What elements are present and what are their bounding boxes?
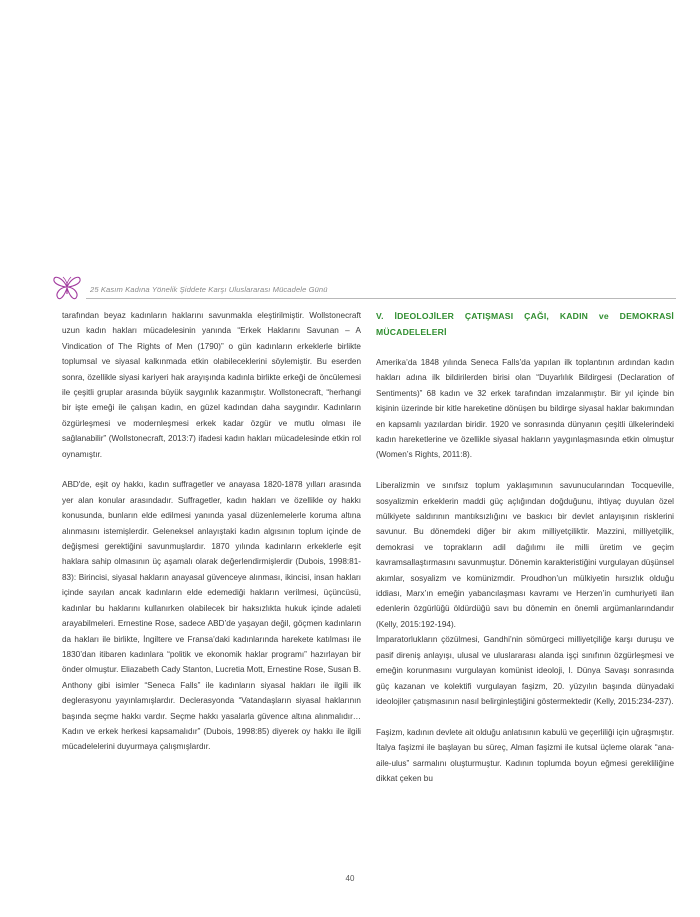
right-column (376, 308, 674, 786)
butterfly-icon (52, 272, 82, 302)
section-heading: V. İDEOLOJİLER ÇATIŞMASI ÇAĞI, KADIN ve DEMOKRASİ MÜCADELELERİ (376, 311, 674, 337)
header-divider (86, 298, 676, 299)
paragraph: Liberalizmin ve sınıfsız toplum yaklaşımının savunucularından Tocqueville, sosyalizmin erkeklerin maddi güç açlığından doğduğunu, ihtiyaç duyulan özel mülkiyete saldırının mantıksızlığını ve baskıcı bir devlet anlayışının risklerini savunur. Bu dönemdeki diğer bir akım milliyetçiliktir. Mazzini, milliyetçilik, demokrasi ve toprakların adil dağılımı ile milli üretim ve geçim kavramsallaştırmasını savunmuştur. Dönemin karakteristiğini vurgulayan düşünsel akımlar, sosyalizm ve komünizmdir. Proudhon’un mülkiyetin hırsızlık olduğu iddiası, Marx’ın emeğin yabancılaşması kavramı ve Herzen’in cumhuriyeti ilan edenlerin özgürlüğü öldürdüğü savı bu dönemin en önemli argümanlarındandır (Kelly, 2015:192-194). (376, 481, 674, 629)
page-number: 40 (345, 874, 355, 883)
paragraph: Amerika’da 1848 yılında Seneca Falls’da yapılan ilk toplantının ardından kadın hakları adına ilk bildirilerden birisi olan “Duyarlılık Bildirgesi (Declaration of Sentiments)” 68 kadın ve 32 erkek tarafından imzalanmıştır. Bir yıl içinde bin kişinin üzerinde bir kitle hareketine dönüşen bu bildirge siyasal haklar bakımından en kapsamlı yazılardan biridir. 1920 ve sonrasında dünyanın çeşitli ülkelerindeki kadın hareketlerine ve özellikle siyasal hakların yaygınlaşmasında etkin olmuştur (Women’s Rights, 2011:8). (376, 358, 674, 460)
paragraph: Faşizm, kadının devlete ait olduğu anlatısının kabulü ve geçerliliği için uğraşmıştır. İtalya faşizmi ile başlayan bu süreç, Alman faşizmi ile kutsal üçleme olarak “ana-aile-ulus” sarmalını oluşturmuştur. Kadının toplumda boyun eğmesi gerekliliğine dikkat çeken bu (376, 727, 674, 783)
header-title: 25 Kasım Kadına Yönelik Şiddete Karşı Uluslararası Mücadele Günü (90, 285, 328, 294)
paragraph: ABD'de, eşit oy hakkı, kadın suffragetler ve anayasa 1820-1878 yılları arasında yer alan konular arasındadır. Suffragetler, kadın hakları ve özellikle oy hakkı konusunda, bunların elde edilmesi yanında yasal düzenlemelerle koruma altına alınmasını istemişlerdir. Geleneksel anlayıştaki kadın algısının toplum içinde de değişmesi gerektiğini savunmuşlardır. 1870 yılında kadınların erkeklerle eşit haklara sahip olmasının üç aşamalı olarak değerlendirmişlerdir (Dubois, 1998:81-83): Birincisi, siyasal hakların anayasal güvenceye alınması, ikincisi, insan hakları içinde sayılan ancak kadınların elde edemediği hakların verilmesi, üçüncüsü, kadınlar bu haklarını kullanırken olabilecek bir haksızlıkta hukuk içinde adaleti arayabilmeleri. Ernestine Rose, sadece ABD’de yaşayan değil, göçmen kadınların da hakları ile birlikte, İngiltere ve Fransa’daki kadınlarında harekete katılması ile 1830’dan itibaren kadınlara “politik ve ekonomik haklar programı” hazırlayan bir önder olmuştur. Eliazabeth Cady Stanton, Lucretia Mott, Ernestine Rose, Susan B. Anthony gibi isimler “Seneca Falls” ile kadınların siyasal hakları ile ilgili ilk deglerasyonu yayınlamışlardır. Declerasyonda “Vatandaşların siyasal haklarının başında seçme hakkı vardır. Seçme hakkı yasalarla güvence altına alınmalıdır…Kadın ve erkek herkesi kapsamalıdır” (Dubois, 1998:85) diyerek oy hakkı ile ilgili mücadelelerini duyurmaya çalışmışlardır. (62, 480, 362, 752)
page-header (52, 272, 676, 304)
left-column (62, 308, 361, 755)
paragraph: tarafından beyaz kadınların haklarını savunmakla eleştirilmiştir. Wollstonecraft uzun kadın hakları mücadelesinin yanında “Erkek Haklarını Savunan – A Vindication of The Rights of Men (1790)” o gün kadınların erkeklerle birlikte toplumsal ve siyasal kalkınmada etkin olabileceklerini söylemiştir. Bu eserden sonra, özellikle siyasi kariyeri hak arayışında kadınla birlikte erkeği de öncülemesi ile çeşitli gruplar arasında büyük saygınlık kazanmıştır. Wollstonecraft, “herhangi bir işte emeği ile çalışan kadın, en güzel kadından daha saygındır. Kadınların özgürleşmesi ve modernleşmesi erkek kadar özgür ve mutlu olması ile sağlanabilir” (Wollstonecraft, 2013:7) ifadesi kadın hakları mücadelesinde etkin rol oynamıştır. (62, 311, 361, 459)
paragraph: İmparatorlukların çözülmesi, Gandhi’nin sömürgeci milliyetçiliğe karşı duruşu ve pasif direniş anlayışı, ulusal ve uluslararası alanda işçi sınıfının özgürleşmesi ve emeğin korunmasını vurgulayan komünist ideoloji, I. Dünya Savaşı sonrasında güç kazanan ve kolektifi vurgulayan faşizm, 20. yüzyılın başında dünyadaki ideolojiler çatışmasının nasıl belirginleştiğini göstermektedir (Kelly, 2015:234-237). (376, 635, 674, 706)
